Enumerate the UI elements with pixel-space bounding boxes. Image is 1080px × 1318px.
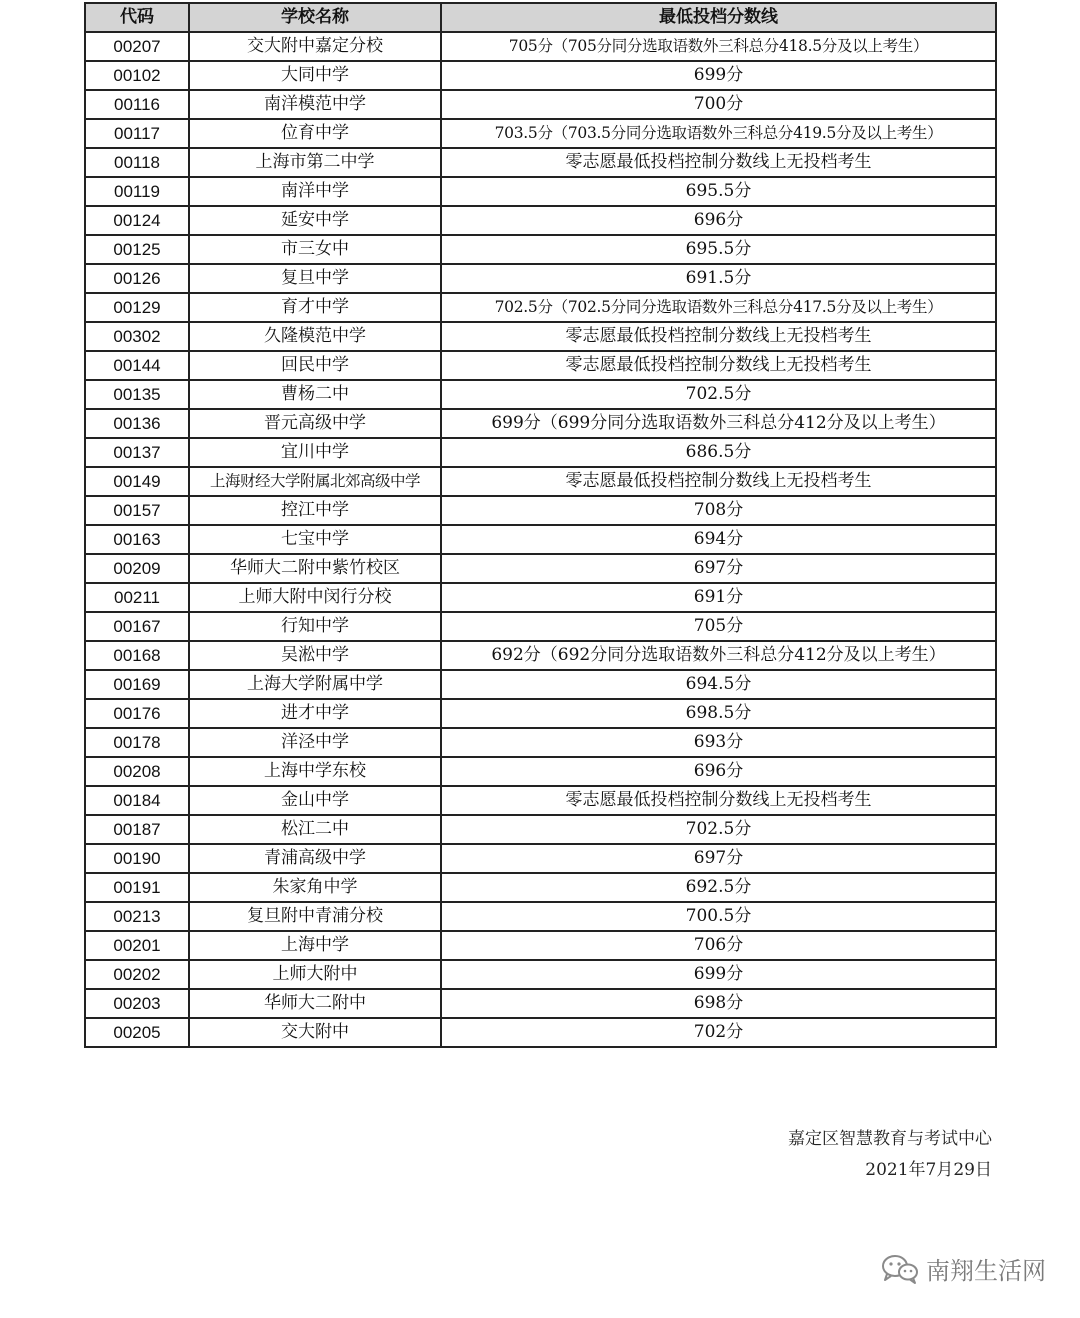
school-code-cell: 00190 — [85, 844, 189, 873]
min-score-cell: 零志愿最低投档控制分数线上无投档考生 — [441, 322, 996, 351]
table-row — [85, 960, 996, 989]
min-score-cell: 698.5分 — [441, 699, 996, 728]
watermark-text: 南翔生活网 — [926, 1257, 1046, 1285]
min-score-cell: 694分 — [441, 525, 996, 554]
school-code-cell: 00118 — [85, 148, 189, 177]
table-row — [85, 1018, 996, 1047]
table-row — [85, 989, 996, 1018]
table-row — [85, 554, 996, 583]
min-score-cell: 694.5分 — [441, 670, 996, 699]
wechat-icon — [880, 1253, 920, 1285]
min-score-cell: 695.5分 — [441, 235, 996, 264]
school-name-cell: 交大附中嘉定分校 — [189, 32, 441, 61]
min-score-cell: 697分 — [441, 844, 996, 873]
min-score-cell: 699分（699分同分选取语数外三科总分412分及以上考生） — [441, 409, 996, 438]
school-name-cell: 进才中学 — [189, 699, 441, 728]
school-name-cell: 上海大学附属中学 — [189, 670, 441, 699]
min-score-cell: 693分 — [441, 728, 996, 757]
table-row — [85, 612, 996, 641]
school-code-cell: 00135 — [85, 380, 189, 409]
school-code-cell: 00213 — [85, 902, 189, 931]
school-code-cell: 00209 — [85, 554, 189, 583]
issue-date: 2021年7月29日 — [865, 1160, 992, 1180]
min-score-cell: 699分 — [441, 960, 996, 989]
school-name-cell: 曹杨二中 — [189, 380, 441, 409]
table-row — [85, 264, 996, 293]
table-row — [85, 583, 996, 612]
school-name-cell: 上师大附中闵行分校 — [189, 583, 441, 612]
table-row — [85, 119, 996, 148]
school-name-cell: 行知中学 — [189, 612, 441, 641]
table-row — [85, 844, 996, 873]
school-code-cell: 00205 — [85, 1018, 189, 1047]
school-name-cell: 上海中学 — [189, 931, 441, 960]
school-name-cell: 华师大二附中紫竹校区 — [189, 554, 441, 583]
school-code-cell: 00136 — [85, 409, 189, 438]
min-score-cell: 708分 — [441, 496, 996, 525]
table-row — [85, 148, 996, 177]
school-name-cell: 回民中学 — [189, 351, 441, 380]
school-name-cell: 松江二中 — [189, 815, 441, 844]
table-header-row — [85, 3, 996, 32]
min-score-cell: 696分 — [441, 757, 996, 786]
table-row — [85, 351, 996, 380]
school-name-cell: 控江中学 — [189, 496, 441, 525]
school-code-cell: 00129 — [85, 293, 189, 322]
school-name-cell: 复旦中学 — [189, 264, 441, 293]
table-row — [85, 467, 996, 496]
school-name-cell: 上海市第二中学 — [189, 148, 441, 177]
min-score-cell: 705分（705分同分选取语数外三科总分418.5分及以上考生） — [441, 32, 996, 61]
min-score-cell: 700.5分 — [441, 902, 996, 931]
school-code-cell: 00178 — [85, 728, 189, 757]
min-score-cell: 692分（692分同分选取语数外三科总分412分及以上考生） — [441, 641, 996, 670]
min-score-cell: 698分 — [441, 989, 996, 1018]
table-row — [85, 525, 996, 554]
score-table — [84, 2, 997, 1048]
header-school-name: 学校名称 — [189, 3, 441, 32]
table-row — [85, 293, 996, 322]
school-name-cell: 华师大二附中 — [189, 989, 441, 1018]
table-row — [85, 409, 996, 438]
school-name-cell: 晋元高级中学 — [189, 409, 441, 438]
school-code-cell: 00184 — [85, 786, 189, 815]
school-name-cell: 复旦附中青浦分校 — [189, 902, 441, 931]
school-code-cell: 00137 — [85, 438, 189, 467]
header-min-score: 最低投档分数线 — [441, 3, 996, 32]
school-name-cell: 南洋模范中学 — [189, 90, 441, 119]
min-score-cell: 703.5分（703.5分同分选取语数外三科总分419.5分及以上考生） — [441, 119, 996, 148]
table-row — [85, 728, 996, 757]
school-code-cell: 00102 — [85, 61, 189, 90]
school-code-cell: 00125 — [85, 235, 189, 264]
min-score-cell: 686.5分 — [441, 438, 996, 467]
min-score-cell: 702.5分（702.5分同分选取语数外三科总分417.5分及以上考生） — [441, 293, 996, 322]
min-score-cell: 零志愿最低投档控制分数线上无投档考生 — [441, 467, 996, 496]
table-row — [85, 438, 996, 467]
min-score-cell: 零志愿最低投档控制分数线上无投档考生 — [441, 351, 996, 380]
school-code-cell: 00116 — [85, 90, 189, 119]
min-score-cell: 705分 — [441, 612, 996, 641]
school-name-cell: 朱家角中学 — [189, 873, 441, 902]
school-name-cell: 上海财经大学附属北郊高级中学 — [189, 467, 441, 496]
school-name-cell: 吴淞中学 — [189, 641, 441, 670]
school-name-cell: 久隆模范中学 — [189, 322, 441, 351]
school-code-cell: 00124 — [85, 206, 189, 235]
min-score-cell: 702.5分 — [441, 380, 996, 409]
table-row — [85, 177, 996, 206]
table-row — [85, 61, 996, 90]
school-name-cell: 延安中学 — [189, 206, 441, 235]
table-row — [85, 786, 996, 815]
issuing-organization: 嘉定区智慧教育与考试中心 — [788, 1129, 992, 1149]
school-name-cell: 大同中学 — [189, 61, 441, 90]
table-row — [85, 496, 996, 525]
table-row — [85, 873, 996, 902]
min-score-cell: 零志愿最低投档控制分数线上无投档考生 — [441, 786, 996, 815]
school-code-cell: 00119 — [85, 177, 189, 206]
school-name-cell: 青浦高级中学 — [189, 844, 441, 873]
min-score-cell: 696分 — [441, 206, 996, 235]
min-score-cell: 零志愿最低投档控制分数线上无投档考生 — [441, 148, 996, 177]
min-score-cell: 691.5分 — [441, 264, 996, 293]
school-code-cell: 00157 — [85, 496, 189, 525]
school-code-cell: 00149 — [85, 467, 189, 496]
school-code-cell: 00203 — [85, 989, 189, 1018]
table-row — [85, 641, 996, 670]
table-row — [85, 380, 996, 409]
table-row — [85, 235, 996, 264]
school-code-cell: 00187 — [85, 815, 189, 844]
min-score-cell: 692.5分 — [441, 873, 996, 902]
table-body — [85, 32, 996, 1047]
school-code-cell: 00168 — [85, 641, 189, 670]
school-name-cell: 七宝中学 — [189, 525, 441, 554]
school-name-cell: 宜川中学 — [189, 438, 441, 467]
table-row — [85, 32, 996, 61]
header-code: 代码 — [85, 3, 189, 32]
school-code-cell: 00191 — [85, 873, 189, 902]
table-row — [85, 931, 996, 960]
school-code-cell: 00208 — [85, 757, 189, 786]
school-code-cell: 00302 — [85, 322, 189, 351]
school-name-cell: 上师大附中 — [189, 960, 441, 989]
school-code-cell: 00117 — [85, 119, 189, 148]
min-score-cell: 700分 — [441, 90, 996, 119]
school-code-cell: 00202 — [85, 960, 189, 989]
table-row — [85, 902, 996, 931]
min-score-cell: 691分 — [441, 583, 996, 612]
school-code-cell: 00167 — [85, 612, 189, 641]
school-code-cell: 00163 — [85, 525, 189, 554]
table-row — [85, 322, 996, 351]
school-code-cell: 00207 — [85, 32, 189, 61]
table-row — [85, 699, 996, 728]
school-name-cell: 位育中学 — [189, 119, 441, 148]
min-score-cell: 702.5分 — [441, 815, 996, 844]
table-row — [85, 757, 996, 786]
min-score-cell: 697分 — [441, 554, 996, 583]
school-name-cell: 金山中学 — [189, 786, 441, 815]
school-name-cell: 育才中学 — [189, 293, 441, 322]
school-name-cell: 交大附中 — [189, 1018, 441, 1047]
school-code-cell: 00201 — [85, 931, 189, 960]
min-score-cell: 706分 — [441, 931, 996, 960]
school-code-cell: 00176 — [85, 699, 189, 728]
school-code-cell: 00169 — [85, 670, 189, 699]
watermark — [880, 1251, 1046, 1286]
min-score-cell: 699分 — [441, 61, 996, 90]
school-name-cell: 市三女中 — [189, 235, 441, 264]
table-row — [85, 815, 996, 844]
school-code-cell: 00211 — [85, 583, 189, 612]
school-code-cell: 00126 — [85, 264, 189, 293]
table-row — [85, 206, 996, 235]
table-row — [85, 670, 996, 699]
min-score-cell: 695.5分 — [441, 177, 996, 206]
table-row — [85, 90, 996, 119]
school-name-cell: 南洋中学 — [189, 177, 441, 206]
school-name-cell: 上海中学东校 — [189, 757, 441, 786]
school-name-cell: 洋泾中学 — [189, 728, 441, 757]
min-score-cell: 702分 — [441, 1018, 996, 1047]
school-code-cell: 00144 — [85, 351, 189, 380]
